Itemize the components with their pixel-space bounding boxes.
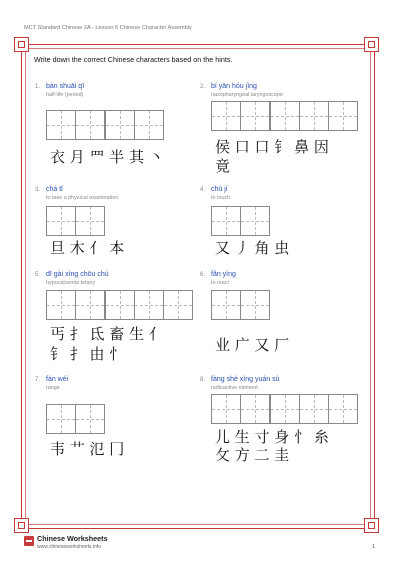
answer-grid: [47, 404, 105, 434]
question-english: to touch: [211, 195, 231, 201]
question-english: nasopharyngeal laryngoscope: [211, 92, 283, 98]
answer-cell[interactable]: [163, 290, 193, 320]
character-hints: 侯 口 口 钅 鼻 因: [215, 138, 329, 156]
character-hints-line-2: 攵 方 二 圭: [215, 446, 290, 464]
answer-cell[interactable]: [46, 290, 76, 320]
answer-cell[interactable]: [46, 404, 76, 434]
answer-cell[interactable]: [211, 101, 241, 131]
answer-cell[interactable]: [75, 110, 105, 140]
question-number: 2.: [200, 84, 206, 90]
question-pinyin: chá tǐ: [46, 186, 63, 193]
question-pinyin: fǎn yìng: [211, 271, 236, 278]
answer-cell[interactable]: [134, 290, 164, 320]
answer-cell[interactable]: [134, 110, 164, 140]
answer-cell[interactable]: [75, 404, 105, 434]
answer-cell[interactable]: [46, 206, 76, 236]
border-corner-bottom-right: [364, 518, 379, 533]
question-english: range: [46, 385, 60, 391]
answer-cell[interactable]: [299, 101, 329, 131]
answer-cell[interactable]: [240, 394, 270, 424]
answer-cell[interactable]: [240, 290, 270, 320]
question-pinyin: fàn wéi: [46, 376, 69, 383]
question-pinyin: dī gài xìng chōu chù: [46, 271, 109, 278]
footer-website[interactable]: www.chineseworksheets.info: [37, 544, 101, 550]
question-english: hypocalcemia tetany: [46, 280, 96, 286]
answer-cell[interactable]: [211, 206, 241, 236]
answer-cell[interactable]: [75, 206, 105, 236]
answer-cell[interactable]: [299, 394, 329, 424]
character-hints: 又 丿 角 虫: [215, 239, 290, 257]
question-english: to react: [211, 280, 229, 286]
character-hints: 韦 艹 氾 冂: [50, 440, 125, 458]
answer-grid: [212, 394, 358, 424]
answer-cell[interactable]: [105, 110, 135, 140]
answer-cell[interactable]: [328, 394, 358, 424]
answer-cell[interactable]: [270, 101, 300, 131]
character-hints: 业 广 又 厂: [215, 336, 290, 354]
question-number: 7.: [35, 377, 41, 383]
footer-brand: Chinese Worksheets: [37, 534, 108, 543]
chinese-worksheets-logo-icon: [24, 536, 34, 546]
character-hints: 儿 生 寸 身 忄 糸: [215, 428, 329, 446]
question-english: to take a physical examination: [46, 195, 119, 201]
answer-cell[interactable]: [211, 290, 241, 320]
question-english: radioactive element: [211, 385, 258, 391]
question-english: half-life (period): [46, 92, 84, 98]
border-corner-top-left: [14, 37, 29, 52]
question-pinyin: chù jí: [211, 186, 228, 193]
answer-cell[interactable]: [105, 290, 135, 320]
question-pinyin: bí yān hóu jìng: [211, 83, 257, 90]
answer-grid: [212, 206, 270, 236]
question-number: 5.: [35, 272, 41, 278]
question-pinyin: bàn shuāi qī: [46, 83, 85, 90]
answer-grid: [47, 110, 164, 140]
page-header: MCT Standard Chinese 2A - Lesson 6 Chinese Character Assembly: [24, 25, 192, 31]
question-pinyin: fàng shè xìng yuán sù: [211, 376, 280, 383]
answer-cell[interactable]: [211, 394, 241, 424]
answer-grid: [212, 290, 270, 320]
answer-grid: [47, 290, 193, 320]
border-corner-bottom-left: [14, 518, 29, 533]
character-hints: 旦 木 亻 本: [50, 239, 125, 257]
answer-cell[interactable]: [75, 290, 105, 320]
question-number: 3.: [35, 187, 41, 193]
character-hints-line-2: 竟: [215, 157, 231, 175]
answer-cell[interactable]: [270, 394, 300, 424]
question-number: 4.: [200, 187, 206, 193]
page-number: 1: [372, 544, 376, 550]
question-number: 1.: [35, 84, 41, 90]
answer-cell[interactable]: [328, 101, 358, 131]
border-corner-top-right: [364, 37, 379, 52]
question-number: 8.: [200, 377, 206, 383]
instruction-text: Write down the correct Chinese characters based on the hints.: [34, 55, 233, 64]
answer-grid: [212, 101, 358, 131]
character-hints: 丐 扌 氐 畜 生 亻: [50, 325, 164, 343]
answer-cell[interactable]: [240, 206, 270, 236]
answer-cell[interactable]: [240, 101, 270, 131]
character-hints-line-2: 钅 扌 由 忄: [50, 345, 125, 363]
answer-cell[interactable]: [46, 110, 76, 140]
answer-grid: [47, 206, 105, 236]
character-hints: 衣 月 罒 半 其 丶: [50, 148, 164, 166]
question-number: 6.: [200, 272, 206, 278]
